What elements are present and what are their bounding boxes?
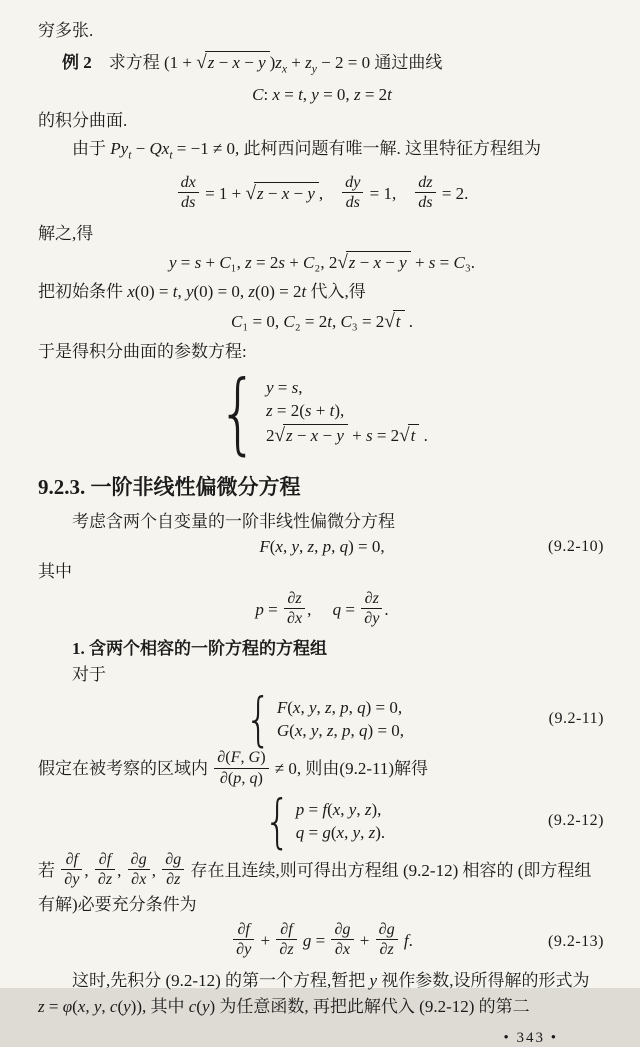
- left-brace-icon: {: [245, 685, 272, 754]
- system-9-2-11-number: (9.2-11): [548, 710, 604, 728]
- system-9-2-11-line: F(x, y, z, p, q) = 0,: [276, 697, 403, 717]
- cauchy-uniqueness-line: 由于 $Py_t - Qx_t = -1 \ne 0$, 此柯西问题有唯一解. 这里特征方程组为: [72, 139, 542, 162]
- system-9-2-12-number: (9.2-12): [548, 812, 604, 830]
- equation-9-2-13: [38, 922, 606, 962]
- equation-9-2-10-body: F(x, y, z, p, q) = 0,: [259, 536, 385, 556]
- equation-9-2-13-number: (9.2-13): [548, 932, 604, 950]
- integration-step-line: 这时,先积分 (9.2-12) 的第一个方程,暂把 y 视作参数,设所得解的形式为: [72, 970, 590, 990]
- pq-definition-equation: [38, 591, 606, 631]
- system-9-2-11: [38, 685, 606, 754]
- parametric-system-line: y = s,: [266, 377, 303, 397]
- page-number: • 343 •: [503, 1029, 558, 1046]
- solve-line: 解之,得: [38, 223, 94, 243]
- paragraph-fragment-top: 穷多张.: [38, 21, 94, 40]
- parametric-system-line: z = 2(s + t),: [266, 400, 345, 420]
- section-heading-9-2-3: 9.2.3. 一阶非线性偏微分方程: [38, 474, 301, 499]
- integral-surface-line: 的积分曲面.: [38, 111, 128, 131]
- left-brace-icon: {: [217, 360, 259, 464]
- constants-equation: C₁ = 0, C₂ = 2t, C₃ = 2 √ t .: [231, 310, 413, 332]
- system-9-2-12-line: q = g(x, y, z).: [295, 822, 386, 842]
- curve-definition-equation: C: x = t, y = 0, z = 2t: [252, 85, 392, 105]
- equation-9-2-10-number: (9.2-10): [548, 537, 604, 555]
- example-2-paragraph: [38, 50, 606, 82]
- parametric-system-equation: [38, 360, 606, 464]
- system-9-2-12-line: p = f(x, y, z),: [295, 799, 382, 819]
- continuity-condition-line-2: 有解)必要充分条件为: [38, 894, 197, 914]
- system-9-2-11-line: G(x, y, z, p, q) = 0,: [276, 720, 405, 740]
- equation-9-2-10: [38, 537, 606, 557]
- item-1-heading: 1. 含两个相容的一阶方程的方程组: [72, 639, 327, 659]
- integration-step-line-2: z = φ(x, y, c(y)), 其中 c(y) 为任意函数, 再把此解代入 (9.2-12) 的第二: [38, 996, 530, 1016]
- consider-line: 考虑含两个自变量的一阶非线性偏微分方程: [72, 511, 395, 531]
- example-2-label: 例 2: [62, 53, 92, 72]
- system-9-2-12: [38, 787, 606, 856]
- example-2-equation-text: 求方程 (1 + √ z − x − y )$z_x + z_y - 2 = 0$ 通过曲线: [91, 52, 443, 76]
- equation-9-2-13-body: $\frac{\partial f}{\partial y}$ + $\frac{\partial f}{\partial z}$ g = $\frac{\partial g}{\partial x}$ + $\frac{\partial g}{\partial z}$ f.: [231, 922, 413, 962]
- parametric-system-line: 2 √ z − x − y + s = 2 √ t .: [266, 424, 428, 446]
- characteristic-system-equation: [38, 175, 606, 215]
- characteristic-system-body: $\frac{dx}{ds}$ = 1 + √ z − x − y , $\frac{dy}{ds}$ = 1, $\frac{dz}{ds}$ = 2.: [176, 175, 469, 215]
- initial-conditions-line: 把初始条件 x(0) = t, y(0) = 0, z(0) = 2t 代入,得: [38, 281, 366, 301]
- jacobian-assumption-line: 假定在被考察的区域内 $\frac{\partial(F, G)}{\partial(p, q)}$ ≠ 0, 则由(9.2-11)解得: [38, 749, 429, 787]
- for-label: 对于: [72, 665, 106, 685]
- pq-definition-body: p = $\frac{\partial z}{\partial x}$ , q = $\frac{\partial z}{\partial y}$ .: [255, 589, 389, 627]
- continuity-condition-line: 若 $\frac{\partial f}{\partial y}$ , $\frac{\partial f}{\partial z}$ , $\frac{\partial g}{\partial x}$ , $\frac{\partial g}{\partial z}$ 存在且连续,则可得出方程组 (9.2-12) 相容的 (即方程组: [38, 851, 592, 889]
- general-solution-equation: y = s + C₁, z = 2s + C₂, 2 √ z − x − y + s = C₃.: [168, 251, 476, 273]
- left-brace-icon: {: [264, 787, 291, 856]
- parametric-intro-line: 于是得积分曲面的参数方程:: [38, 341, 247, 361]
- among-label: 其中: [38, 561, 72, 581]
